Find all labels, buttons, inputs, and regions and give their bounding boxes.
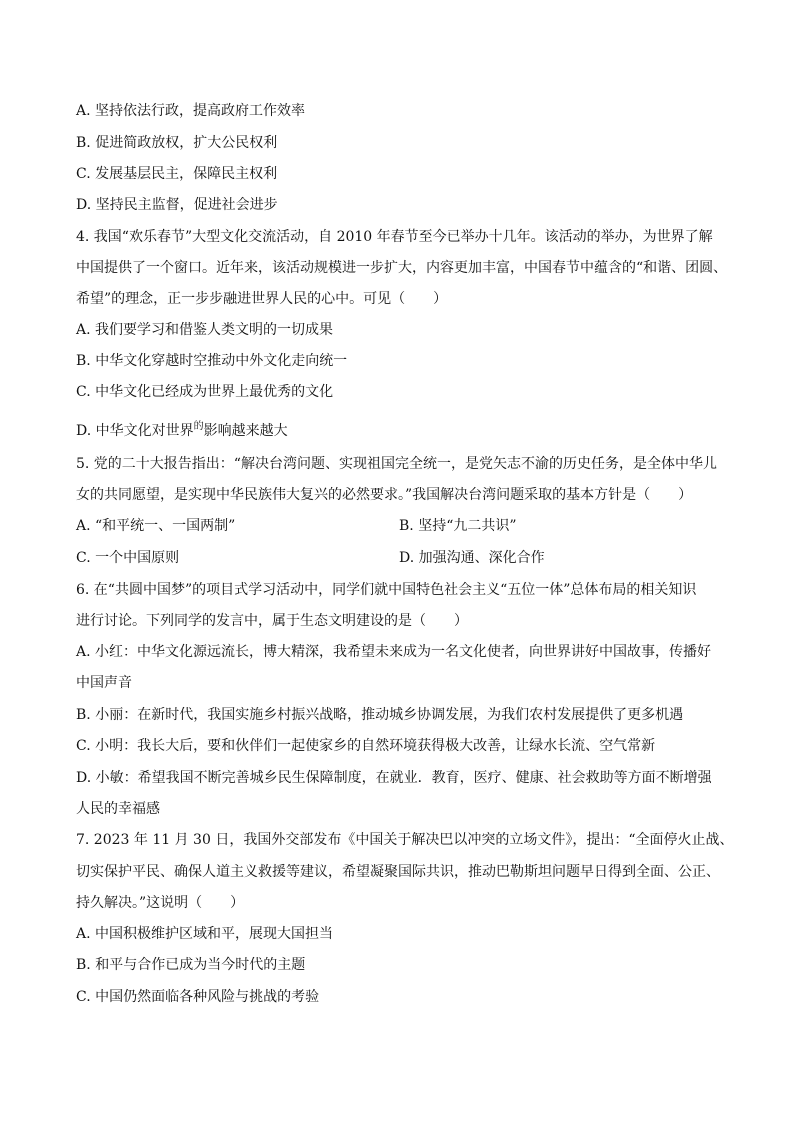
q6-option-a-line-1: A. 小红：中华文化源远流长，博大精深，我希望未来成为一名文化使者，向世界讲好中国故事，传播好 xyxy=(76,644,712,660)
q4-stem-line-3: 希望”的理念，正一步步融进世界人民的心中。可见（ ） xyxy=(76,291,448,307)
q4-option-b: B. 中华文化穿越时空推动中外文化走向统一 xyxy=(76,353,348,369)
q5-option-c: C. 一个中国原则 xyxy=(76,550,180,566)
q6-stem-line-2: 进行讨论。下列同学的发言中，属于生态文明建设的是（ ） xyxy=(76,613,468,629)
q7-stem-line-1: 7. 2023 年 11 月 30 日，我国外交部发布《中国关于解决巴以冲突的立场文件》，提出：“全面停火止战、 xyxy=(76,832,734,848)
q3-option-b: B. 促进简政放权，扩大公民权利 xyxy=(76,135,278,151)
q3-option-a: A. 坚持依法行政，提高政府工作效率 xyxy=(76,103,306,119)
q4-option-c: C. 中华文化已经成为世界上最优秀的文化 xyxy=(76,384,334,400)
q4-option-a: A. 我们要学习和借鉴人类文明的一切成果 xyxy=(76,322,334,338)
q6-option-c: C. 小明：我长大后，要和伙伴们一起使家乡的自然环境获得极大改善，让绿水长流、空气常新 xyxy=(76,738,656,754)
q6-stem-line-1: 6. 在“共圆中国梦”的项目式学习活动中，同学们就中国特色社会主义“五位一体”总体布局的相关知识 xyxy=(76,582,697,598)
q5-option-a: A. “和平统一、一国两制” xyxy=(76,518,236,534)
q4-option-d-raised-char: 的 xyxy=(193,421,204,432)
q5-option-b: B. 坚持“九二共识” xyxy=(399,518,517,534)
q3-option-d: D. 坚持民主监督，促进社会进步 xyxy=(76,197,278,213)
q4-option-d-text-start: D. 中华文化对世界 xyxy=(76,423,194,439)
q4-stem-line-2: 中国提供了一个窗口。近年来，该活动规模进一步扩大，内容更加丰富，中国春节中蕴含的“和谐、团圆、 xyxy=(76,260,728,276)
q7-stem-line-2: 切实保护平民、确保人道主义救援等建议，希望凝聚国际共识，推动巴勒斯坦问题早日得到全面、公正、 xyxy=(76,864,720,880)
q7-option-a: A. 中国积极维护区域和平，展现大国担当 xyxy=(76,926,334,942)
q5-option-d: D. 加强沟通、深化合作 xyxy=(399,550,545,566)
q5-stem-line-1: 5. 党的二十大报告指出：“解决台湾问题、实现祖国完全统一，是党矢志不渝的历史任务，是全体中华儿 xyxy=(76,456,717,472)
q4-option-d xyxy=(76,421,288,443)
q6-option-b: B. 小丽：在新时代，我国实施乡村振兴战略，推动城乡协调发展，为我们农村发展提供了更多机遇 xyxy=(76,707,684,723)
q4-stem-line-1: 4. 我国“欢乐春节”大型文化交流活动，自 2010 年春节至今已举办十几年。该活动的举办，为世界了解 xyxy=(76,229,713,245)
q5-stem-line-2: 女的共同愿望，是实现中华民族伟大复兴的必然要求。”我国解决台湾问题采取的基本方针是（ ） xyxy=(76,487,693,503)
q7-option-c: C. 中国仍然面临各种风险与挑战的考验 xyxy=(76,989,320,1005)
q4-option-d-text-end: 影响越来越大 xyxy=(203,423,288,439)
q7-option-b: B. 和平与合作已成为当今时代的主题 xyxy=(76,957,306,973)
q6-option-d-line-1: D. 小敏：希望我国不断完善城乡民生保障制度，在就业．教育，医疗、健康、社会救助等方面不断增强 xyxy=(76,770,712,786)
q6-option-d-line-2: 人民的幸福感 xyxy=(76,801,160,817)
q6-option-a-line-2: 中国声音 xyxy=(76,675,132,691)
q3-option-c: C. 发展基层民主，保障民主权利 xyxy=(76,166,278,182)
q7-stem-line-3: 持久解决。”这说明（ ） xyxy=(76,895,245,911)
